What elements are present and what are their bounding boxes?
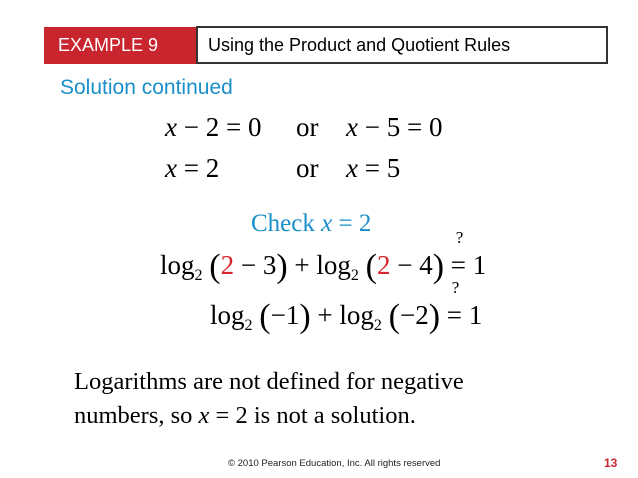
example-label-text: EXAMPLE 9: [58, 35, 159, 55]
title-box: [196, 26, 608, 64]
question-equals: [450, 228, 467, 281]
log: log: [160, 250, 195, 280]
log: log: [210, 300, 245, 330]
substituted-value: 2: [376, 250, 391, 280]
eq-right: − 5 = 0: [357, 112, 443, 142]
log: log: [339, 300, 374, 330]
eq-right: = 5: [357, 153, 401, 183]
equals: =: [450, 250, 467, 280]
log-base: 2: [244, 317, 253, 334]
conclusion-note: [74, 365, 594, 433]
rhs: 1: [462, 300, 483, 330]
question-equals: [446, 278, 463, 331]
arg1: −1: [270, 300, 300, 330]
eq-left: = 2: [176, 153, 220, 183]
eq-left: − 2 = 0: [176, 112, 262, 142]
check-heading: [251, 210, 371, 238]
equation-row-2-right: [346, 153, 400, 184]
plus: +: [310, 300, 340, 330]
check-label: Check: [251, 210, 315, 237]
var-x: x: [165, 112, 177, 142]
check-equation-2: $\log_2 (-1) + \log_2 (-2)$ ? = 1: [210, 278, 483, 335]
note-var: x: [198, 402, 210, 429]
log-base: 2: [194, 267, 203, 284]
note-line-1: Logarithms are not defined for negative: [74, 368, 464, 395]
check-equation-1: $\log_2 (2 - 3) + \log_2 (2 - 4)$ ? = 1: [160, 228, 487, 285]
equation-row-2: [165, 153, 219, 184]
or-word: or: [296, 153, 319, 183]
log-base: 2: [350, 267, 359, 284]
arg1-rest: − 3: [234, 250, 277, 280]
equation-row-1: [165, 112, 261, 143]
substituted-value: 2: [220, 250, 235, 280]
log-base: 2: [373, 317, 382, 334]
check-var: x: [321, 210, 333, 237]
arg2: −2: [399, 300, 429, 330]
or-word: or: [296, 112, 319, 142]
var-x: x: [346, 153, 358, 183]
arg2-rest: − 4: [390, 250, 433, 280]
equation-row-1-right: [346, 112, 442, 143]
rhs: 1: [466, 250, 487, 280]
slide-title: Using the Product and Quotient Rules: [208, 34, 511, 55]
page-number: 13: [604, 456, 618, 470]
var-x: x: [346, 112, 358, 142]
var-x: x: [165, 153, 177, 183]
log: log: [316, 250, 351, 280]
plus: +: [287, 250, 317, 280]
question-mark: ?: [451, 278, 460, 297]
copyright-footer: © 2010 Pearson Education, Inc. All rights reserved: [228, 458, 441, 469]
example-label: [44, 27, 196, 64]
equals: =: [446, 300, 463, 330]
note-line-2: numbers, so x = 2 is not a solution.: [74, 402, 416, 429]
question-mark: ?: [455, 228, 464, 247]
subtitle: Solution continued: [60, 76, 233, 99]
check-value: = 2: [332, 210, 372, 237]
